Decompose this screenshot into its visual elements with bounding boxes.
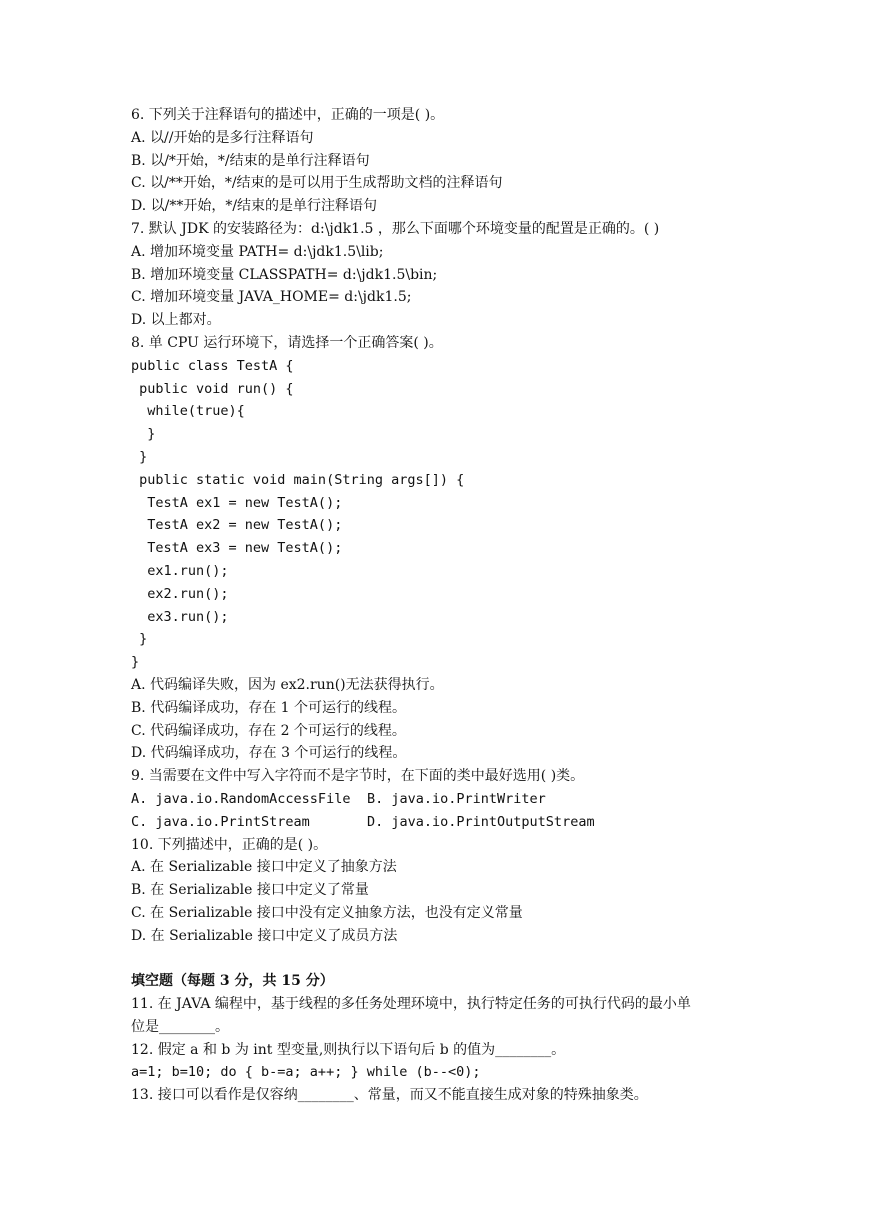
section-gap <box>131 947 751 970</box>
question-6-option-d: D. 以/**开始，*/结束的是单行注释语句 <box>131 198 378 215</box>
code-line: } <box>131 631 148 648</box>
code-line: while(true){ <box>131 403 245 420</box>
question-7-option-a: A. 增加环境变量 PATH= d:\jdk1.5\lib; <box>131 243 384 260</box>
question-7-option-d: D. 以上都对。 <box>131 312 221 329</box>
document-page <box>131 104 751 1107</box>
code-line: ex3.run(); <box>131 608 229 625</box>
question-6-option-a: A. 以//开始的是多行注释语句 <box>131 129 314 146</box>
question-6-stem: 6. 下列关于注释语句的描述中，正确的一项是( )。 <box>131 107 445 123</box>
question-9-stem: 9. 当需要在文件中写入字符而不是字节时，在下面的类中最好选用( )类。 <box>131 768 585 785</box>
question-12-code: a=1; b=10; do { b-=a; a++; } while (b--<0); <box>131 1064 481 1081</box>
question-12-line-1: 12. 假定 a 和 b 为 int 型变量,则执行以下语句后 b 的值为________。 <box>131 1041 566 1058</box>
code-line: } <box>131 448 148 465</box>
question-6-option-b: B. 以/*开始，*/结束的是单行注释语句 <box>131 152 370 169</box>
code-line: ex2.run(); <box>131 585 229 602</box>
question-10-option-a: A. 在 Serializable 接口中定义了抽象方法 <box>131 859 397 876</box>
question-10-option-b: B. 在 Serializable 接口中定义了常量 <box>131 882 369 899</box>
question-7-option-b: B. 增加环境变量 CLASSPATH= d:\jdk1.5\bin; <box>131 266 438 283</box>
question-6-option-c: C. 以/**开始，*/结束的是可以用于生成帮助文档的注释语句 <box>131 175 503 192</box>
question-11-line-1: 11. 在 JAVA 编程中，基于线程的多任务处理环境中，执行特定任务的可执行代码的最小单 <box>131 996 691 1013</box>
question-8-code-block <box>131 355 751 674</box>
question-9-option-c: C. java.io.PrintStream <box>131 813 310 830</box>
code-line: public void run() { <box>131 380 294 397</box>
code-line: public static void main(String args[]) { <box>131 471 465 488</box>
code-line: } <box>131 426 156 443</box>
code-line: TestA ex2 = new TestA(); <box>131 517 343 534</box>
question-9-option-b: B. java.io.PrintWriter <box>367 790 546 807</box>
code-line: TestA ex3 = new TestA(); <box>131 540 343 557</box>
code-line: TestA ex1 = new TestA(); <box>131 494 343 511</box>
question-10-option-c: C. 在 Serializable 接口中没有定义抽象方法，也没有定义常量 <box>131 904 523 921</box>
code-line: } <box>131 654 140 671</box>
question-10-option-d: D. 在 Serializable 接口中定义了成员方法 <box>131 927 398 944</box>
code-line: ex1.run(); <box>131 562 229 579</box>
question-8-option-d: D. 代码编译成功，存在 3 个可运行的线程。 <box>131 745 407 762</box>
question-8-stem: 8. 单 CPU 运行环境下，请选择一个正确答案( )。 <box>131 334 443 351</box>
question-9-options-row-2 <box>131 811 751 834</box>
fill-in-section-heading: 填空题（每题 3 分，共 15 分） <box>131 973 334 990</box>
question-10-stem: 10. 下列描述中，正确的是( )。 <box>131 836 328 853</box>
question-7-stem: 7. 默认 JDK 的安装路径为：d:\jdk1.5 ，那么下面哪个环境变量的配置是正确的。( ) <box>131 220 660 237</box>
question-9-options-row-1 <box>131 788 751 811</box>
question-8-option-b: B. 代码编译成功，存在 1 个可运行的线程。 <box>131 699 406 716</box>
question-9-option-d: D. java.io.PrintOutputStream <box>367 813 595 830</box>
question-8-option-c: C. 代码编译成功，存在 2 个可运行的线程。 <box>131 722 406 739</box>
question-9-option-a: A. java.io.RandomAccessFile <box>131 790 351 807</box>
question-7-option-c: C. 增加环境变量 JAVA_HOME= d:\jdk1.5; <box>131 289 412 306</box>
question-11-line-2: 位是________。 <box>131 1018 229 1035</box>
question-8-option-a: A. 代码编译失败，因为 ex2.run()无法获得执行。 <box>131 676 444 693</box>
question-13-line-1: 13. 接口可以看作是仅容纳________、常量，而又不能直接生成对象的特殊抽象类。 <box>131 1087 648 1104</box>
code-line: public class TestA { <box>131 357 294 374</box>
